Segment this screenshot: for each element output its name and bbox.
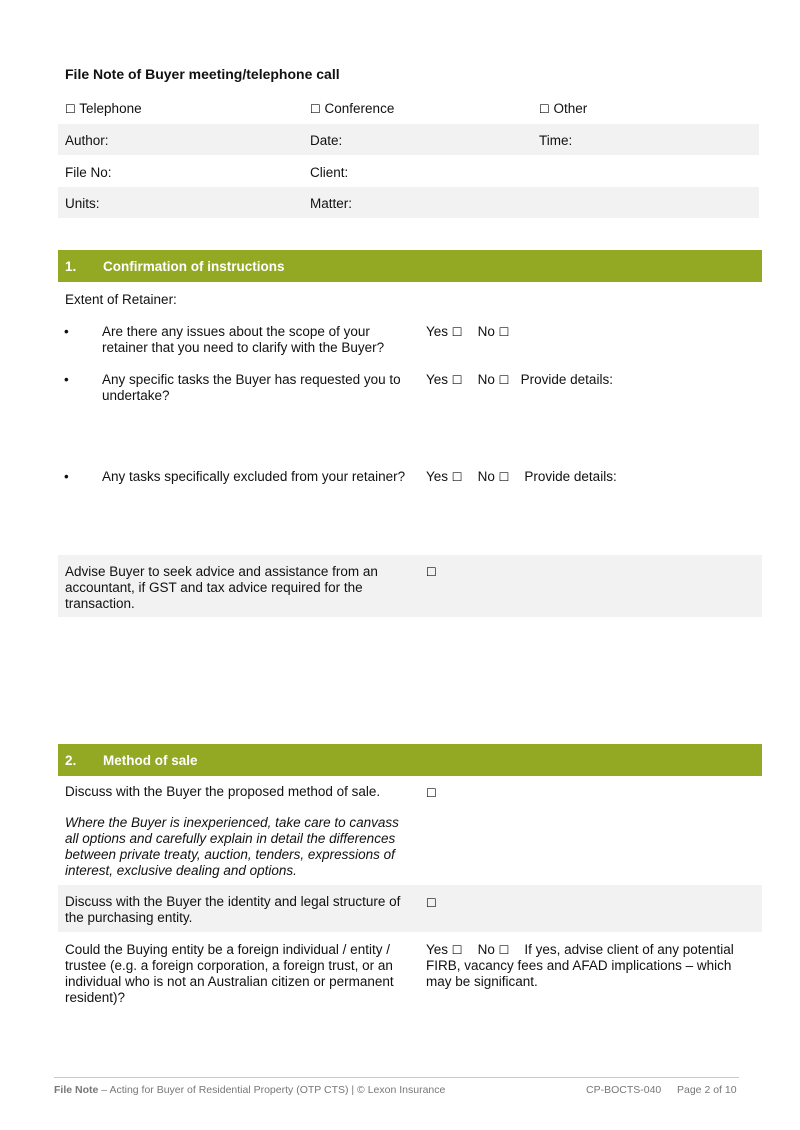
section-title: Method of sale xyxy=(103,753,198,768)
other-option[interactable]: ☐ Other xyxy=(539,101,588,116)
checkbox-icon[interactable]: ☐ xyxy=(498,373,510,387)
telephone-option[interactable]: ☐ Telephone xyxy=(65,101,142,116)
identity-row xyxy=(58,885,762,932)
checkbox-icon[interactable]: ☐ xyxy=(426,786,437,800)
bullet-icon: • xyxy=(64,469,69,484)
matter-label: Matter: xyxy=(310,196,353,211)
discuss-identity-text: Discuss with the Buyer the identity and legal structure of the purchasing entity. xyxy=(65,894,401,925)
yes-no-group[interactable]: Yes ☐ No ☐ xyxy=(426,324,510,339)
inexperienced-note: Where the Buyer is inexperienced, take care to canvass all options and carefully explain in detail the differences between private treaty, auction, tenders, expressions of interest, exclusive dealing and options. xyxy=(65,815,399,878)
details-label: Provide details: xyxy=(520,372,613,387)
type-row xyxy=(58,93,759,124)
checkbox-icon[interactable]: ☐ xyxy=(65,102,76,116)
checkbox-icon[interactable]: ☐ xyxy=(498,470,510,484)
discuss-method-text: Discuss with the Buyer the proposed method of sale. xyxy=(65,784,381,799)
details-label: Provide details: xyxy=(524,469,617,484)
units-row xyxy=(58,187,759,218)
extent-label: Extent of Retainer: xyxy=(65,292,177,307)
section-number: 2. xyxy=(65,753,77,768)
checkbox-icon[interactable]: ☐ xyxy=(426,565,437,579)
section-2-header xyxy=(58,744,762,776)
footer-doc: File Note – Acting for Buyer of Residential Property (OTP CTS) | © Lexon Insurance xyxy=(54,1084,446,1096)
checkbox-icon[interactable]: ☐ xyxy=(498,325,510,339)
question-text: Any specific tasks the Buyer has requested you to undertake? xyxy=(102,372,401,403)
author-row xyxy=(58,124,759,155)
advise-text: Advise Buyer to seek advice and assistance from an accountant, if GST and tax advice required for the transaction. xyxy=(65,564,378,611)
foreign-advice: If yes, advise client of any potential FIRB, vacancy fees and AFAD implications – which may be significant. xyxy=(426,942,734,989)
date-label: Date: xyxy=(310,133,343,148)
question-text: Any tasks specifically excluded from your retainer? xyxy=(102,469,406,484)
foreign-answer: Yes ☐ No ☐ If yes, advise client of any potential FIRB, vacancy fees and AFAD implications – which may be significant. xyxy=(426,942,734,989)
page-title: File Note of Buyer meeting/telephone call xyxy=(65,66,340,82)
checkbox-icon[interactable]: ☐ xyxy=(451,470,463,484)
yes-no-group[interactable]: Yes ☐ No ☐ Provide details: xyxy=(426,469,617,484)
checkbox-icon[interactable]: ☐ xyxy=(310,102,321,116)
checkbox-icon[interactable]: ☐ xyxy=(498,943,510,957)
client-label: Client: xyxy=(310,165,349,180)
file-no-label: File No: xyxy=(65,165,112,180)
file-row xyxy=(58,155,759,187)
bullet-icon: • xyxy=(64,372,69,387)
checkbox-icon[interactable]: ☐ xyxy=(539,102,550,116)
footer-code: CP-BOCTS-040 xyxy=(586,1084,662,1096)
checkbox-icon[interactable]: ☐ xyxy=(451,373,463,387)
foreign-question: Could the Buying entity be a foreign individual / entity / trustee (e.g. a foreign corporation, a foreign trust, or an individual who is not an Australian citizen or permanent resident)? xyxy=(65,942,394,1005)
units-label: Units: xyxy=(65,196,100,211)
section-1-header xyxy=(58,250,762,282)
advise-row xyxy=(58,555,762,617)
time-label: Time: xyxy=(539,133,573,148)
footer-page: Page 2 of 10 xyxy=(677,1084,737,1096)
bullet-icon: • xyxy=(64,324,69,339)
author-label: Author: xyxy=(65,133,109,148)
section-title: Confirmation of instructions xyxy=(103,259,285,274)
question-text: Are there any issues about the scope of your retainer that you need to clarify with the Buyer? xyxy=(102,324,385,355)
section-number: 1. xyxy=(65,259,77,274)
checkbox-icon[interactable]: ☐ xyxy=(426,896,437,910)
footer-divider xyxy=(54,1077,739,1078)
yes-no-group[interactable]: Yes ☐ No ☐ Provide details: xyxy=(426,372,613,387)
conference-option[interactable]: ☐ Conference xyxy=(310,101,395,116)
checkbox-icon[interactable]: ☐ xyxy=(451,943,463,957)
checkbox-icon[interactable]: ☐ xyxy=(451,325,463,339)
